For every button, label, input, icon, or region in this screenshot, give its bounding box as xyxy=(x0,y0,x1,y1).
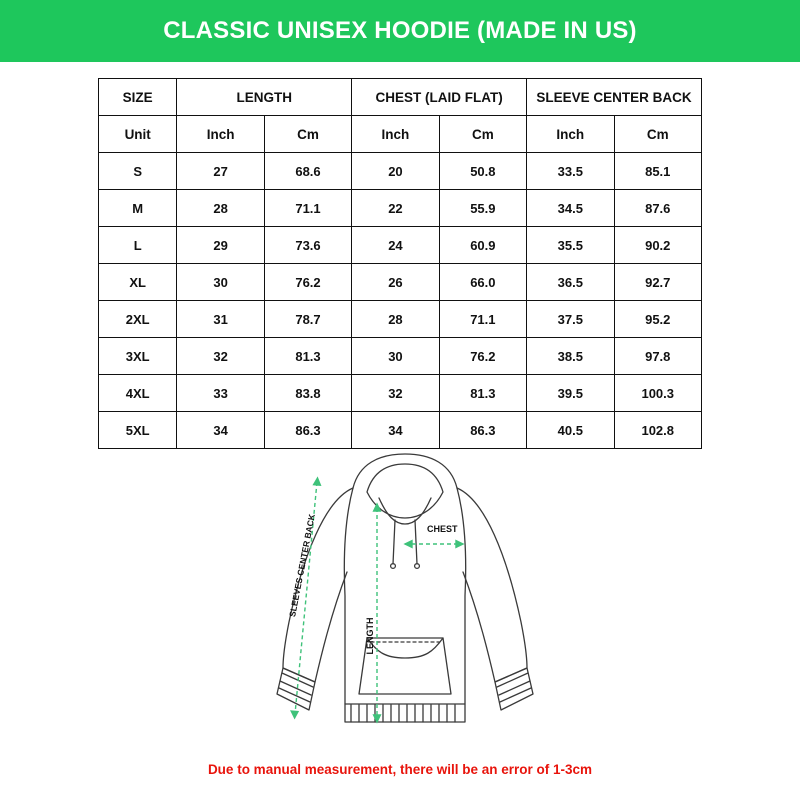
cell-length-cm: 86.3 xyxy=(264,412,351,449)
header-sleeve: SLEEVE CENTER BACK xyxy=(527,79,702,116)
cell-length-inch: 31 xyxy=(177,301,264,338)
measurement-disclaimer: Due to manual measurement, there will be an error of 1-3cm xyxy=(207,762,593,777)
cell-chest-cm: 71.1 xyxy=(439,301,526,338)
table-row xyxy=(99,301,702,338)
unit-label: Unit xyxy=(99,116,177,153)
cell-sleeve-inch: 35.5 xyxy=(527,227,614,264)
cell-sleeve-cm: 97.8 xyxy=(614,338,702,375)
cell-sleeve-inch: 37.5 xyxy=(527,301,614,338)
unit-chest-cm: Cm xyxy=(439,116,526,153)
cell-sleeve-inch: 33.5 xyxy=(527,153,614,190)
cell-chest-inch: 30 xyxy=(352,338,439,375)
cell-size: M xyxy=(99,190,177,227)
cell-chest-cm: 81.3 xyxy=(439,375,526,412)
cell-sleeve-inch: 40.5 xyxy=(527,412,614,449)
cell-sleeve-inch: 36.5 xyxy=(527,264,614,301)
table-group-header-row xyxy=(99,79,702,116)
table-row xyxy=(99,412,702,449)
cell-size: 4XL xyxy=(99,375,177,412)
cell-sleeve-cm: 100.3 xyxy=(614,375,702,412)
cell-chest-inch: 24 xyxy=(352,227,439,264)
cell-length-inch: 27 xyxy=(177,153,264,190)
cell-size: 3XL xyxy=(99,338,177,375)
table-row xyxy=(99,264,702,301)
cell-sleeve-cm: 95.2 xyxy=(614,301,702,338)
cell-length-inch: 34 xyxy=(177,412,264,449)
cell-chest-cm: 86.3 xyxy=(439,412,526,449)
cell-length-cm: 83.8 xyxy=(264,375,351,412)
cell-chest-cm: 50.8 xyxy=(439,153,526,190)
cell-chest-inch: 28 xyxy=(352,301,439,338)
cell-length-cm: 78.7 xyxy=(264,301,351,338)
unit-length-cm: Cm xyxy=(264,116,351,153)
cell-chest-cm: 55.9 xyxy=(439,190,526,227)
cell-chest-inch: 32 xyxy=(352,375,439,412)
cell-chest-inch: 34 xyxy=(352,412,439,449)
cell-length-inch: 30 xyxy=(177,264,264,301)
cell-length-cm: 71.1 xyxy=(264,190,351,227)
unit-sleeve-inch: Inch xyxy=(527,116,614,153)
cell-chest-inch: 20 xyxy=(352,153,439,190)
cell-sleeve-cm: 87.6 xyxy=(614,190,702,227)
page-title: CLASSIC UNISEX HOODIE (MADE IN US) xyxy=(163,17,637,44)
cell-size: 5XL xyxy=(99,412,177,449)
header-banner xyxy=(0,0,800,62)
cell-size: L xyxy=(99,227,177,264)
cell-length-inch: 33 xyxy=(177,375,264,412)
cell-length-cm: 81.3 xyxy=(264,338,351,375)
cell-length-cm: 68.6 xyxy=(264,153,351,190)
size-table-container xyxy=(98,78,702,449)
size-table xyxy=(98,78,702,449)
header-size: SIZE xyxy=(99,79,177,116)
cell-length-inch: 32 xyxy=(177,338,264,375)
header-length: LENGTH xyxy=(177,79,352,116)
cell-length-inch: 29 xyxy=(177,227,264,264)
cell-length-inch: 28 xyxy=(177,190,264,227)
unit-sleeve-cm: Cm xyxy=(614,116,702,153)
header-chest: CHEST (LAID FLAT) xyxy=(352,79,527,116)
unit-length-inch: Inch xyxy=(177,116,264,153)
cell-sleeve-cm: 102.8 xyxy=(614,412,702,449)
table-row xyxy=(99,227,702,264)
table-row xyxy=(99,338,702,375)
cell-sleeve-cm: 85.1 xyxy=(614,153,702,190)
cell-sleeve-inch: 39.5 xyxy=(527,375,614,412)
cell-length-cm: 73.6 xyxy=(264,227,351,264)
table-row xyxy=(99,153,702,190)
cell-chest-inch: 22 xyxy=(352,190,439,227)
cell-size: 2XL xyxy=(99,301,177,338)
table-row xyxy=(99,375,702,412)
cell-sleeve-cm: 92.7 xyxy=(614,264,702,301)
cell-sleeve-inch: 34.5 xyxy=(527,190,614,227)
table-row xyxy=(99,190,702,227)
length-label: LENGTH xyxy=(365,617,375,655)
cell-size: S xyxy=(99,153,177,190)
chest-label: CHEST xyxy=(427,524,458,534)
cell-sleeve-cm: 90.2 xyxy=(614,227,702,264)
cell-chest-cm: 76.2 xyxy=(439,338,526,375)
cell-size: XL xyxy=(99,264,177,301)
cell-sleeve-inch: 38.5 xyxy=(527,338,614,375)
cell-chest-cm: 66.0 xyxy=(439,264,526,301)
table-unit-row xyxy=(99,116,702,153)
cell-length-cm: 76.2 xyxy=(264,264,351,301)
hoodie-diagram xyxy=(255,446,555,746)
cell-chest-cm: 60.9 xyxy=(439,227,526,264)
size-table-body xyxy=(99,153,702,449)
sleeves-label: SLEEVES CENTER BACK xyxy=(287,513,317,618)
cell-chest-inch: 26 xyxy=(352,264,439,301)
unit-chest-inch: Inch xyxy=(352,116,439,153)
